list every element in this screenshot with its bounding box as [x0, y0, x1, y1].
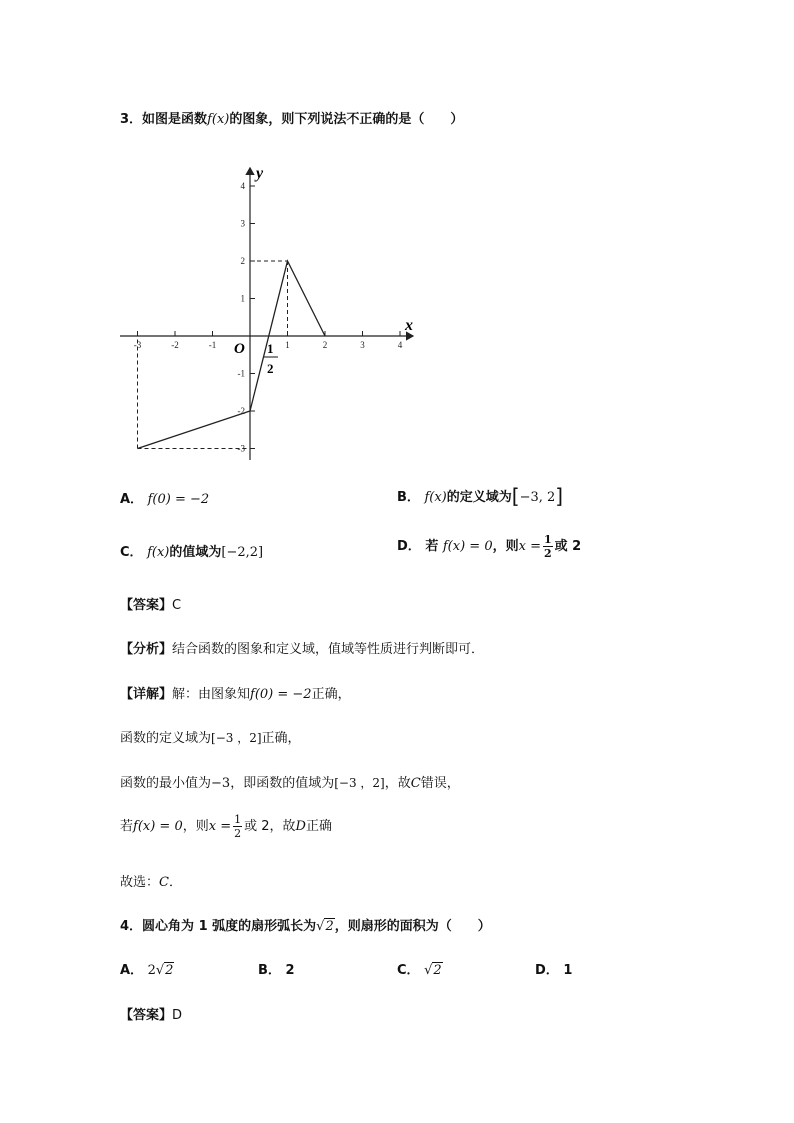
detail-tag: 【详解】 — [120, 687, 173, 702]
q4-option-d — [535, 959, 572, 978]
detail-line-4 — [120, 814, 332, 839]
option-label: A． — [120, 963, 144, 978]
option-label: C． — [120, 545, 143, 560]
y-tick-label: 4 — [240, 181, 245, 191]
option-label: C． — [397, 963, 420, 978]
bracket-right: ] — [555, 484, 564, 508]
detail-text: 解：由图象知 — [172, 687, 251, 702]
detail-text: ，即函数的值域为 — [230, 776, 335, 791]
option-text: 的值域为 — [169, 545, 222, 560]
detail-expression: f(0) = −2 — [250, 687, 312, 702]
fraction-denominator: 2 — [234, 827, 242, 840]
fraction-one-half — [233, 814, 242, 839]
question-number: 3． — [120, 112, 143, 127]
option-variable: x = — [518, 539, 541, 554]
x-axis-label: x — [405, 317, 413, 334]
option-label: A． — [120, 492, 144, 507]
y-tick-label: 3 — [240, 218, 245, 229]
detail-text: 或 2，故 — [244, 819, 296, 834]
option-c — [120, 541, 263, 560]
sqrt-expression: 2√2 — [147, 963, 174, 978]
half-denominator: 2 — [267, 361, 274, 376]
half-numerator: 1 — [267, 341, 274, 356]
question-number: 4． — [120, 919, 143, 934]
analysis-text: 结合函数的图象和定义域，值域等性质进行判断即可． — [172, 642, 485, 657]
detail-line-3 — [120, 772, 460, 791]
option-text: 或 2 — [554, 539, 582, 554]
radicand: 2 — [433, 963, 442, 978]
option-a — [120, 488, 209, 507]
detail-interval: [−3 ，2] — [211, 731, 262, 745]
x-tick-label: 4 — [397, 340, 403, 350]
option-interval: −3, 2 — [519, 490, 556, 505]
stem-text: 圆心角为 1 弧度的扇形弧长为 — [142, 919, 317, 934]
function-symbol: f(x) — [147, 545, 170, 560]
option-value: 2 — [285, 963, 295, 978]
detail-text: ，故 — [384, 776, 411, 791]
option-label: B． — [397, 490, 420, 505]
detail-text: 正确， — [311, 687, 351, 702]
detail-variable: D — [295, 819, 306, 834]
answer-tag: 【答案】 — [120, 1008, 173, 1023]
stem-text: 如图是函数 — [142, 112, 208, 127]
origin-label: O — [234, 341, 245, 357]
answer-line — [120, 594, 181, 613]
option-text: ，则 — [492, 539, 519, 554]
detail-condition: f(x) = 0 — [133, 819, 183, 834]
answer-tag: 【答案】 — [120, 598, 173, 613]
sqrt-expression: √2 — [424, 963, 442, 978]
option-label: B． — [258, 963, 281, 978]
x-tick-label: 1 — [285, 340, 290, 350]
x-tick-label: -1 — [208, 340, 217, 350]
option-d — [397, 534, 581, 559]
x-tick-label: 3 — [360, 340, 365, 350]
radicand: 2 — [325, 919, 334, 934]
detail-variable: x = — [208, 819, 232, 834]
y-tick-label: -2 — [237, 406, 245, 416]
function-symbol: f(x) — [207, 112, 230, 127]
answer-value: C — [172, 598, 182, 613]
choose-line — [120, 871, 182, 890]
detail-interval: [−3 ，2] — [334, 776, 385, 790]
y-tick-label: -3 — [237, 443, 245, 454]
option-text: 的定义域为 — [446, 490, 512, 505]
option-b — [397, 484, 563, 508]
fraction-numerator: 1 — [234, 813, 242, 826]
detail-value: −3 — [211, 776, 231, 791]
option-expression: f(0) = −2 — [147, 492, 210, 507]
option-condition: f(x) = 0 — [442, 539, 493, 554]
q4-option-a — [120, 959, 174, 978]
question-4-stem — [120, 915, 491, 934]
option-interval: [−2,2] — [221, 545, 264, 560]
option-value: 1 — [563, 963, 573, 978]
x-tick-label: 2 — [322, 340, 328, 350]
radicand: 2 — [165, 963, 174, 978]
detail-variable: C — [159, 875, 169, 890]
sqrt-expression: √2 — [316, 919, 334, 934]
q4-answer-line — [120, 1004, 182, 1023]
x-tick-label: -3 — [133, 340, 142, 350]
detail-text: 错误， — [420, 776, 460, 791]
detail-variable: C — [410, 776, 421, 791]
answer-value: D — [172, 1008, 183, 1023]
function-symbol: f(x) — [424, 490, 447, 505]
detail-text: 故选： — [120, 875, 160, 890]
detail-text: ． — [168, 875, 182, 890]
fraction-numerator: 1 — [543, 533, 552, 546]
question-3-stem — [120, 108, 463, 127]
analysis-line — [120, 638, 484, 657]
y-tick-label: -1 — [237, 368, 245, 379]
fraction-denominator: 2 — [543, 547, 552, 560]
detail-line-2 — [120, 727, 301, 746]
detail-text: 若 — [120, 819, 134, 834]
q4-option-c — [397, 959, 443, 978]
q4-option-b — [258, 959, 295, 978]
option-label: D． — [397, 539, 421, 554]
detail-text: 函数的定义域为 — [120, 731, 212, 746]
bracket-left: [ — [511, 484, 520, 508]
stem-text: 的图象，则下列说法不正确的是（ ） — [229, 112, 464, 127]
detail-line-1 — [120, 683, 351, 702]
y-axis-label: y — [256, 165, 264, 182]
coefficient: 2 — [147, 963, 156, 978]
detail-text: 正确， — [261, 731, 301, 746]
fraction-one-half — [543, 534, 553, 559]
x-tick-label: -2 — [171, 340, 179, 350]
detail-text: ，则 — [182, 819, 209, 834]
option-label: D． — [535, 963, 559, 978]
y-tick-label: 2 — [240, 256, 245, 266]
detail-text: 正确 — [305, 819, 332, 834]
function-curve — [138, 261, 326, 449]
analysis-tag: 【分析】 — [120, 642, 173, 657]
option-text: 若 — [425, 539, 439, 554]
y-tick-label: 1 — [240, 293, 245, 304]
function-graph — [110, 158, 430, 468]
detail-text: 函数的最小值为 — [120, 776, 212, 791]
stem-text: ，则扇形的面积为（ ） — [334, 919, 491, 934]
